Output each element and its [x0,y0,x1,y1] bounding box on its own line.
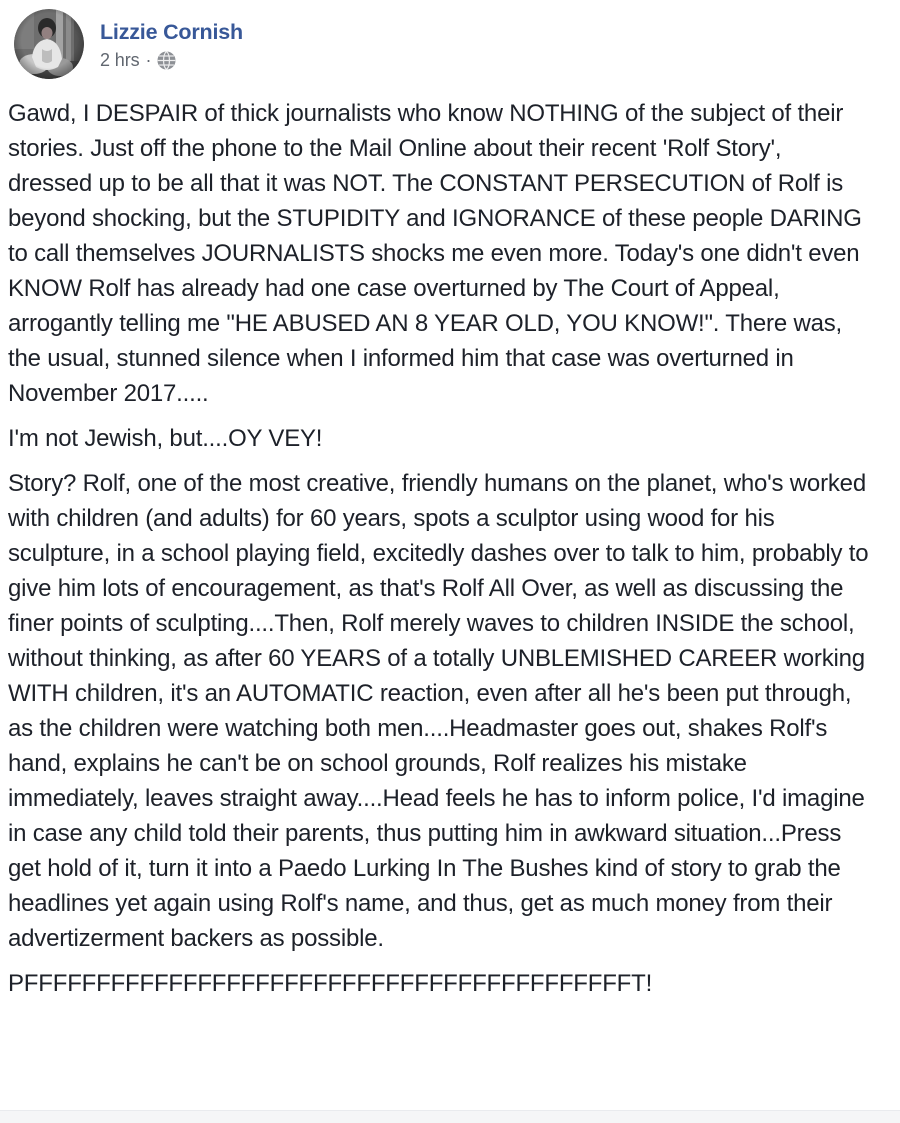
post-paragraph: I'm not Jewish, but....OY VEY! [8,425,323,452]
post-paragraph: Gawd, I DESPAIR of thick journalists who know NOTHING of the subject of their stories. Just off the phone to the Mail Online about their recent 'Rolf Story', dressed up to be all that it was NOT. The CONSTANT PERSECUTION of Rolf is beyond shocking, but the STUPIDITY and IGNORANCE of these people DARING to call themselves JOURNALISTS shocks me even more. Today's one didn't even KNOW Rolf has already had one case overturned by The Court of Appeal, arrogantly telling me "HE ABUSED AN 8 YEAR OLD, YOU KNOW!". There was, the usual, stunned silence when I informed him that case was overturned in November 2017..... [8,100,862,407]
profile-avatar[interactable] [14,9,84,79]
post-meta-row [100,50,243,71]
post-paragraph-shout: PFFFFFFFFFFFFFFFFFFFFFFFFFFFFFFFFFFFFFFFFFFT! [8,970,653,997]
card-bottom-edge [0,1110,900,1123]
globe-privacy-icon [157,51,176,70]
post-header [0,0,900,79]
post-body [0,79,900,1001]
meta-separator: · [145,49,152,70]
avatar-photo-icon [14,9,84,79]
post-header-text [100,9,243,71]
post-timestamp[interactable]: 2 hrs [100,49,140,70]
post-paragraph: Story? Rolf, one of the most creative, friendly humans on the planet, who's worked with children (and adults) for 60 years, spots a sculptor using wood for his sculpture, in a school playing field, excitedly dashes over to talk to him, probably to give him lots of encouragement, as that's Rolf All Over, as well as discussing the finer points of sculpting....Then, Rolf merely waves to children INSIDE the school, without thinking, as after 60 YEARS of a totally UNBLEMISHED CAREER working WITH children, it's an AUTOMATIC reaction, even after all he's been put through, as the children were watching both men....Headmaster goes out, shakes Rolf's hand, explains he can't be on school grounds, Rolf realizes his mistake immediately, leaves straight away....Head feels he has to inform police, I'd imagine in case any child told their parents, thus putting him in awkward situation...Press get hold of it, turn it into a Paedo Lurking In The Bushes kind of story to grab the headlines yet again using Rolf's name, and thus, get as much money from their advertizerment backers as possible. [8,470,869,952]
author-name-link[interactable]: Lizzie Cornish [100,20,243,44]
